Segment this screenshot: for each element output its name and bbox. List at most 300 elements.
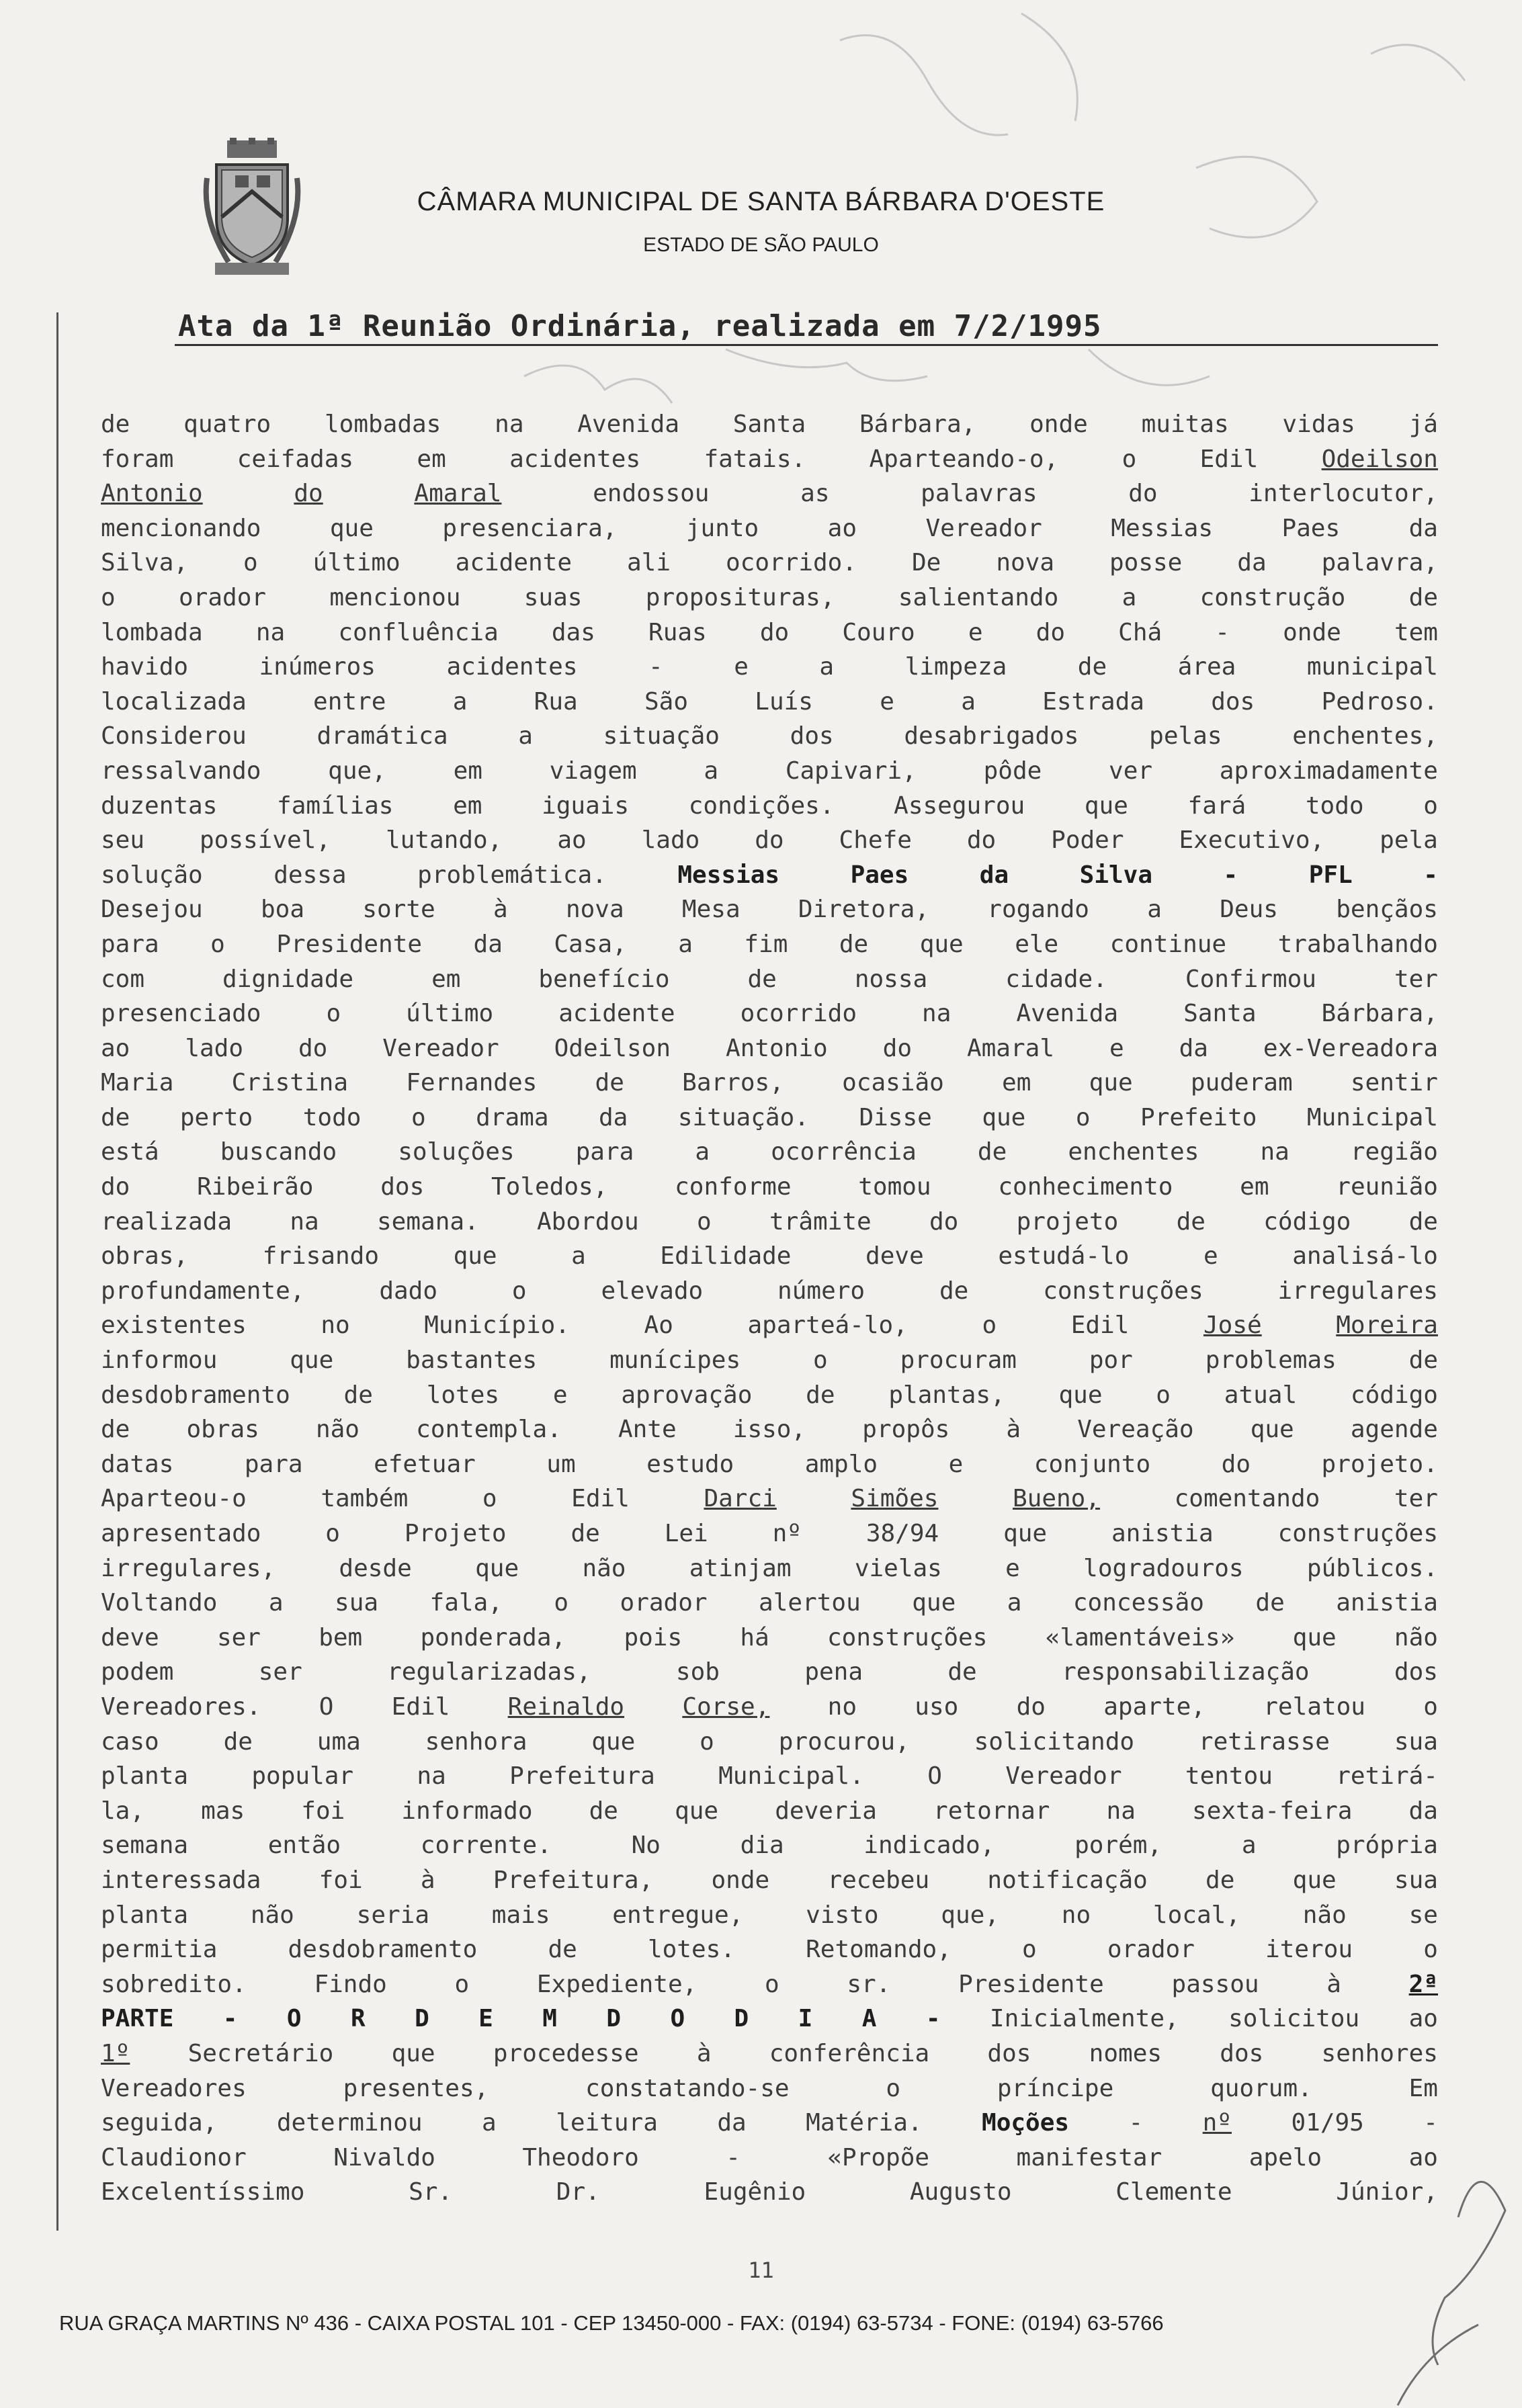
word: à xyxy=(696,2039,712,2067)
word: ceifadas xyxy=(237,445,354,473)
word: enchentes, xyxy=(1292,722,1438,750)
word: por xyxy=(1089,1346,1133,1375)
word: a xyxy=(482,2109,497,2137)
word: PFL xyxy=(1308,861,1353,889)
word: quorum. xyxy=(1210,2074,1312,2102)
word: acidentes xyxy=(509,445,641,473)
word: Secretário xyxy=(187,2039,334,2067)
word: Presidente xyxy=(958,1970,1104,1998)
word: R xyxy=(350,2005,366,2033)
word: construção xyxy=(1199,583,1346,611)
word: Couro xyxy=(842,618,915,646)
word: último xyxy=(312,549,400,577)
word: o xyxy=(482,1485,497,1513)
word: de xyxy=(595,1069,624,1097)
word: a xyxy=(268,1589,284,1617)
word: nossa xyxy=(854,965,928,993)
word: Ribeirão xyxy=(197,1173,314,1201)
word: de xyxy=(1408,583,1438,611)
word: planta xyxy=(101,1762,189,1791)
text-line xyxy=(101,1621,1438,1656)
word: o xyxy=(210,930,225,958)
word: fará xyxy=(1187,791,1246,820)
word: anistia xyxy=(1336,1589,1438,1617)
word: ser xyxy=(216,1623,261,1651)
word: irregulares xyxy=(1277,1277,1438,1305)
address-footer: RUA GRAÇA MARTINS Nº 436 - CAIXA POSTAL 101 - CEP 13450-000 - FAX: (0194) 63-5734 - FONE: (0194) 63-5766 xyxy=(59,2311,1164,2335)
word: da xyxy=(1179,1034,1208,1062)
word: orador xyxy=(179,583,267,611)
word: o xyxy=(764,1970,779,1998)
word: manifestar xyxy=(1016,2143,1162,2172)
word: datas xyxy=(101,1450,174,1478)
word: Prefeito xyxy=(1140,1103,1257,1131)
word: seu xyxy=(101,826,145,855)
text-line xyxy=(101,511,1438,546)
word: palavra, xyxy=(1321,549,1438,577)
word: de xyxy=(343,1381,373,1409)
word: D xyxy=(734,2005,749,2033)
word: Vereador xyxy=(1005,1762,1122,1791)
word: palavras xyxy=(921,480,1038,508)
word: continue xyxy=(1109,930,1227,958)
word: o xyxy=(1423,1692,1438,1721)
word: aparteá-lo, xyxy=(747,1312,908,1340)
word: existentes xyxy=(101,1312,247,1340)
word: Cristina xyxy=(231,1069,348,1097)
word: obras, xyxy=(101,1242,189,1271)
word: em xyxy=(1240,1173,1269,1201)
text-line xyxy=(101,2141,1438,2176)
word: da xyxy=(1408,514,1438,542)
word: de xyxy=(1408,1346,1438,1375)
word: Corse, xyxy=(682,1692,770,1721)
word: duzentas xyxy=(101,791,218,820)
word: Luís xyxy=(755,687,813,716)
word: dia xyxy=(740,1832,784,1860)
word: em xyxy=(453,791,482,820)
word: já xyxy=(1408,411,1438,438)
word: Bárbara, xyxy=(859,411,976,438)
word: dignidade xyxy=(222,965,354,993)
word: Findo xyxy=(314,1970,387,1998)
word: vielas xyxy=(854,1554,942,1582)
word: Bárbara, xyxy=(1321,1000,1438,1028)
word: M xyxy=(542,2005,557,2033)
word: presenciado xyxy=(101,1000,261,1028)
word: projeto xyxy=(1016,1207,1119,1236)
word: Vereador xyxy=(925,514,1042,542)
word: procurou, xyxy=(778,1727,910,1756)
word: ocorrido xyxy=(740,1000,857,1028)
word: localizada xyxy=(101,687,247,716)
word: que xyxy=(391,2039,435,2067)
word: o xyxy=(326,1000,341,1028)
word: Silva xyxy=(1079,861,1153,889)
word: D xyxy=(415,2005,429,2033)
minutes-body xyxy=(101,407,1438,2210)
word: Aparteou-o xyxy=(101,1485,247,1513)
word: de xyxy=(589,1797,618,1825)
word: Santa xyxy=(732,411,806,438)
text-line xyxy=(101,1690,1438,1725)
word: e xyxy=(1109,1034,1124,1062)
word: problemática. xyxy=(417,861,607,889)
word: semana xyxy=(101,1832,189,1860)
word: que xyxy=(1292,1623,1337,1651)
word: buscando xyxy=(220,1138,337,1166)
word: «lamentáveis» xyxy=(1045,1623,1235,1651)
word: alertou xyxy=(759,1589,861,1617)
word: Amaral xyxy=(966,1034,1054,1062)
word: Barros, xyxy=(682,1069,784,1097)
word: Executivo, xyxy=(1179,826,1325,855)
institution-name: CÂMARA MUNICIPAL DE SANTA BÁRBARA D'OESTE xyxy=(417,187,1105,216)
word: o xyxy=(1423,1936,1438,1964)
word: havido xyxy=(101,653,189,681)
word: São xyxy=(644,687,688,716)
word: aprovação xyxy=(621,1381,753,1409)
text-line xyxy=(101,1066,1438,1101)
word: do xyxy=(966,826,997,855)
word: da xyxy=(599,1103,628,1131)
word: Messias xyxy=(677,861,780,889)
word: fim xyxy=(744,930,788,958)
word: visto xyxy=(806,1901,879,1929)
word: Ante xyxy=(618,1416,677,1444)
word: solicitou xyxy=(1228,2005,1360,2033)
word: Diretora, xyxy=(798,896,929,924)
word: à xyxy=(420,1866,435,1894)
word: de xyxy=(939,1277,969,1305)
word: todo xyxy=(1305,791,1364,820)
word: ocasião xyxy=(842,1069,944,1097)
text-line xyxy=(101,1170,1438,1205)
word: quatro xyxy=(183,411,271,438)
word: de xyxy=(1408,1207,1438,1236)
word: - xyxy=(925,2005,941,2033)
text-line xyxy=(101,1135,1438,1170)
left-margin-line xyxy=(56,312,58,2231)
word: de xyxy=(839,930,869,958)
word: de xyxy=(977,1138,1007,1166)
word: Inicialmente, xyxy=(989,2005,1179,2033)
word: estudo xyxy=(646,1450,734,1478)
word: tentou xyxy=(1185,1762,1273,1791)
word: Pedroso. xyxy=(1321,687,1438,716)
word: elevado xyxy=(601,1277,704,1305)
word: ao xyxy=(557,826,587,855)
word: dos xyxy=(790,722,834,750)
text-line xyxy=(101,1481,1438,1516)
word: senhores xyxy=(1321,2039,1438,2067)
word: fatais. xyxy=(704,445,806,473)
word: Prefeitura, xyxy=(493,1866,654,1894)
word: - xyxy=(648,653,663,681)
word: não xyxy=(1394,1623,1438,1651)
word: o xyxy=(982,1312,997,1340)
word: o xyxy=(243,549,258,577)
word: que xyxy=(1089,1069,1133,1097)
word: ao xyxy=(1408,2143,1438,2172)
word: apelo xyxy=(1249,2143,1322,2172)
word: Odeilson xyxy=(1321,445,1438,473)
word: 1º xyxy=(101,2039,130,2067)
word: isso, xyxy=(732,1416,806,1444)
word: no xyxy=(1061,1901,1091,1929)
text-line xyxy=(101,1308,1438,1343)
text-line xyxy=(101,1759,1438,1794)
text-line xyxy=(101,1794,1438,1829)
word: vidas xyxy=(1282,411,1355,438)
word: entregue, xyxy=(612,1901,744,1929)
word: atual xyxy=(1224,1381,1298,1409)
word: podem xyxy=(101,1658,174,1686)
word: Edil xyxy=(571,1485,630,1513)
word: e xyxy=(734,653,749,681)
word: aparte, xyxy=(1103,1692,1206,1721)
word: Matéria. xyxy=(806,2109,923,2137)
word: que xyxy=(329,514,374,542)
word: o xyxy=(1022,1936,1037,1964)
word: efetuar xyxy=(374,1450,476,1478)
word: dado xyxy=(379,1277,438,1305)
word: que xyxy=(1250,1416,1294,1444)
word: e xyxy=(1203,1242,1218,1271)
text-line xyxy=(101,719,1438,754)
word: que xyxy=(1058,1381,1103,1409)
word: semana. xyxy=(377,1207,479,1236)
word: Avenida xyxy=(577,411,679,438)
word: ao xyxy=(101,1034,130,1062)
word: Voltando xyxy=(101,1589,218,1617)
word: Excelentíssimo xyxy=(101,2178,305,2206)
word: E xyxy=(478,2005,493,2033)
word: lotes xyxy=(426,1381,500,1409)
word: foi xyxy=(319,1866,363,1894)
word: local, xyxy=(1152,1901,1240,1929)
word: ocorrido. xyxy=(725,549,857,577)
word: onde xyxy=(711,1866,770,1894)
word: viagem xyxy=(549,757,637,785)
word: Capivari, xyxy=(785,757,917,785)
word: estudá-lo xyxy=(998,1242,1130,1271)
word: de xyxy=(101,1416,130,1444)
word: pelas xyxy=(1149,722,1222,750)
text-line xyxy=(101,1655,1438,1690)
word: confluência xyxy=(338,618,499,646)
word: conferência xyxy=(769,2039,930,2067)
word: pena xyxy=(804,1658,863,1686)
word: de xyxy=(548,1936,577,1964)
word: corrente. xyxy=(420,1832,552,1860)
word: propôs xyxy=(862,1416,950,1444)
word: dramática xyxy=(316,722,448,750)
word: também xyxy=(321,1485,409,1513)
word: benefício xyxy=(538,965,670,993)
word: 01/95 xyxy=(1291,2109,1364,2137)
text-line xyxy=(101,615,1438,650)
word: ver xyxy=(1109,757,1153,785)
word: se xyxy=(1408,1901,1438,1929)
word: dessa xyxy=(273,861,347,889)
word: comentando xyxy=(1174,1485,1320,1513)
word: proposituras, xyxy=(645,583,835,611)
word: PARTE xyxy=(101,2005,174,2033)
text-line xyxy=(101,1828,1438,1863)
word: na xyxy=(495,411,524,438)
text-line xyxy=(101,1031,1438,1066)
word: deve xyxy=(101,1623,159,1651)
word: pela xyxy=(1380,826,1438,855)
word: a xyxy=(695,1138,710,1166)
word: então xyxy=(267,1832,341,1860)
word: sobredito. xyxy=(101,1970,247,1998)
word: dos xyxy=(987,2039,1031,2067)
word: Confirmou xyxy=(1185,965,1316,993)
word: uso xyxy=(915,1692,959,1721)
word: O xyxy=(670,2005,685,2033)
word: de xyxy=(1077,653,1107,681)
word: no xyxy=(827,1692,857,1721)
text-line xyxy=(101,1932,1438,1967)
word: do xyxy=(1035,618,1066,646)
word: Moções xyxy=(982,2109,1070,2137)
word: - xyxy=(726,2143,741,2172)
word: obras xyxy=(186,1416,259,1444)
word: Paes xyxy=(1281,514,1341,542)
word: e xyxy=(948,1450,964,1478)
word: do xyxy=(929,1207,959,1236)
word: desabrigados xyxy=(904,722,1079,750)
word: que xyxy=(982,1103,1026,1131)
word: Theodoro xyxy=(522,2143,639,2172)
word: Eugênio xyxy=(704,2178,806,2206)
word: o xyxy=(886,2074,901,2102)
word: onde xyxy=(1283,618,1341,646)
word: limpeza xyxy=(904,653,1007,681)
word: própria xyxy=(1336,1832,1438,1860)
word: que xyxy=(919,930,964,958)
word: No xyxy=(631,1832,661,1860)
word: do xyxy=(1128,480,1158,508)
word: caso xyxy=(101,1727,159,1756)
word: de xyxy=(1176,1207,1206,1236)
word: sua xyxy=(335,1589,379,1617)
word: porém, xyxy=(1074,1832,1162,1860)
word: mas xyxy=(201,1797,245,1825)
word: lutando, xyxy=(385,826,503,855)
word: que xyxy=(290,1346,334,1375)
word: seria xyxy=(356,1901,430,1929)
word: à xyxy=(1326,1970,1341,1998)
word: de xyxy=(101,411,130,438)
word: solução xyxy=(101,861,203,889)
word: retirá- xyxy=(1336,1762,1438,1791)
word: Município. xyxy=(424,1312,570,1340)
word: nº xyxy=(1202,2109,1232,2137)
text-line xyxy=(101,1898,1438,1933)
word: o xyxy=(101,583,116,611)
text-line xyxy=(101,1725,1438,1760)
word: munícipes xyxy=(609,1346,741,1375)
word: sexta-feira xyxy=(1192,1797,1353,1825)
word: o xyxy=(1122,445,1137,473)
word: seguida, xyxy=(101,2109,218,2137)
text-line xyxy=(101,1551,1438,1586)
word: lombada xyxy=(101,618,203,646)
word: do xyxy=(755,826,784,855)
word: Antonio xyxy=(101,480,203,508)
document-title: Ata da 1ª Reunião Ordinária, realizada em 7/2/1995 xyxy=(178,309,1102,343)
word: profundamente, xyxy=(101,1277,305,1305)
word: deve xyxy=(865,1242,924,1271)
word: de xyxy=(101,1103,130,1131)
word: O xyxy=(286,2005,302,2033)
word: - xyxy=(1223,861,1238,889)
word: bastantes xyxy=(406,1346,538,1375)
word: projeto. xyxy=(1321,1450,1438,1478)
word: endossou xyxy=(593,480,710,508)
word: do xyxy=(101,1173,130,1201)
word: na xyxy=(255,618,286,646)
word: interessada xyxy=(101,1866,261,1894)
word: tem xyxy=(1394,618,1438,646)
word: logradouros xyxy=(1083,1554,1244,1582)
word: e xyxy=(880,687,894,716)
word: Vereação xyxy=(1077,1416,1194,1444)
word: mencionando xyxy=(101,514,261,542)
word: suas xyxy=(523,583,583,611)
word: permitia xyxy=(101,1936,218,1964)
word: Retomando, xyxy=(806,1936,952,1964)
word: construções xyxy=(1043,1277,1203,1305)
text-line xyxy=(101,1412,1438,1447)
word: O xyxy=(319,1692,334,1721)
word: o xyxy=(511,1277,527,1305)
word: Edil xyxy=(1199,445,1259,473)
word: Ao xyxy=(644,1312,673,1340)
word: famílias xyxy=(277,791,394,820)
word: O xyxy=(927,1762,942,1791)
word: nº xyxy=(772,1520,802,1547)
word: que xyxy=(912,1589,956,1617)
word: iterou xyxy=(1265,1936,1353,1964)
word: conjunto xyxy=(1033,1450,1151,1478)
word: que, xyxy=(328,757,386,785)
word: acidente xyxy=(558,1000,675,1028)
word: De xyxy=(912,549,941,577)
word: na xyxy=(290,1207,319,1236)
word: para xyxy=(101,930,159,958)
word: atinjam xyxy=(689,1554,792,1582)
word: trâmite xyxy=(769,1207,872,1236)
word: salientando xyxy=(898,583,1059,611)
word: não xyxy=(315,1416,360,1444)
word: apresentado xyxy=(101,1520,261,1547)
word: passou xyxy=(1171,1970,1259,1998)
word: indicado, xyxy=(863,1832,995,1860)
word: muitas xyxy=(1141,411,1229,438)
word: o xyxy=(411,1103,426,1131)
word: um xyxy=(546,1450,576,1478)
word: fala, xyxy=(429,1589,503,1617)
word: Presidente xyxy=(276,930,423,958)
word: bem xyxy=(319,1623,363,1651)
word: Sr. xyxy=(409,2178,453,2206)
word: entre xyxy=(313,687,386,716)
word: que xyxy=(1003,1520,1048,1547)
